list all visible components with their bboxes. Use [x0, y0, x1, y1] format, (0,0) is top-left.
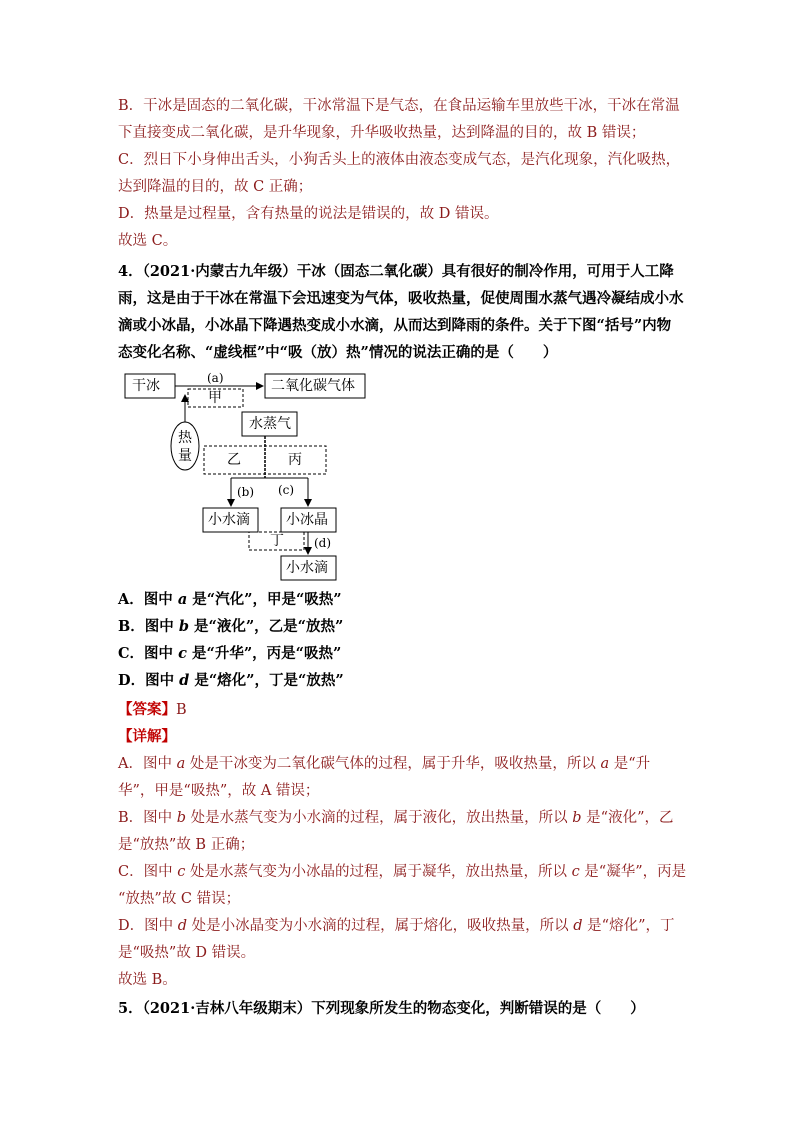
- question-stem: 态变化名称、“虚线框”中“吸（放）热”情况的说法正确的是（ ）: [118, 344, 558, 361]
- solution-line: C．烈日下小身伸出舌头，小狗舌头上的液体由液态变成气态，是汽化现象，汽化吸热，: [118, 152, 681, 168]
- question-stem: 4．（2021·内蒙古九年级）干冰（固态二氧化碳）具有很好的制冷作用，可用于人工降: [118, 263, 674, 280]
- heat-label-char: 量: [178, 448, 192, 464]
- explanation-line: D．图中 d 处是小冰晶变为小水滴的过程，属于熔化，吸收热量，所以 d 是“熔化”，丁: [118, 918, 675, 934]
- explanation-line: B．图中 b 处是水蒸气变为小水滴的过程，属于液化，放出热量，所以 b 是“液化”，乙: [118, 810, 674, 826]
- arrow-label-a: (a): [207, 371, 224, 385]
- explanation-line: 是“吸热”故 D 错误。: [118, 945, 256, 961]
- explanation-line: C．图中 c 处是水蒸气变为小冰晶的过程，属于凝华，放出热量，所以 c 是“凝华”，丙是: [118, 864, 687, 880]
- solution-line: B．干冰是固态的二氧化碳，干冰常温下是气态，在食品运输车里放些干冰，干冰在常温: [118, 98, 680, 114]
- option-a: A．图中 a 是“汽化”，甲是“吸热”: [118, 591, 342, 608]
- co2-gas-label: 二氧化碳气体: [271, 378, 355, 394]
- droplet-label: 小水滴: [286, 560, 328, 576]
- crystal-label: 小冰晶: [286, 512, 328, 528]
- arrow-label-c: (c): [278, 483, 295, 497]
- dashed-box-bing-label: 丙: [288, 452, 302, 468]
- diagram-lines: [118, 368, 378, 582]
- option-d: D．图中 d 是“熔化”，丁是“放热”: [118, 672, 344, 689]
- arrow-label-b: (b): [237, 485, 255, 499]
- question-stem: 雨，这是由于干冰在常温下会迅速变为气体，吸收热量，促使周围水蒸气遇冷凝结成小水: [118, 290, 684, 307]
- solution-line: 下直接变成二氧化碳，是升华现象，升华吸收热量，达到降温的目的，故 B 错误；: [118, 125, 646, 141]
- dashed-box-ding-label: 丁: [270, 533, 284, 549]
- detail-heading: 【详解】: [118, 728, 176, 745]
- droplet-label: 小水滴: [208, 512, 250, 528]
- option-c: C．图中 c 是“升华”，丙是“吸热”: [118, 645, 342, 662]
- dry-ice-label: 干冰: [132, 378, 160, 394]
- answer-line: 【答案】B: [118, 701, 187, 718]
- explanation-conclusion: 故选 B。: [118, 972, 177, 988]
- question-stem: 滴或小冰晶，小冰晶下降遇热变成小水滴，从而达到降雨的条件。关于下图“括号”内物: [118, 317, 672, 334]
- explanation-line: 是“放热”故 B 正确；: [118, 837, 255, 853]
- explanation-line: “放热”故 C 错误；: [118, 891, 241, 907]
- solution-conclusion: 故选 C。: [118, 233, 178, 249]
- heat-label-char: 热: [178, 430, 192, 446]
- dashed-box-jia-label: 甲: [208, 390, 222, 406]
- state-change-diagram: [118, 368, 378, 582]
- explanation-line: 华”，甲是“吸热”，故 A 错误；: [118, 783, 320, 799]
- dashed-box-yi-label: 乙: [227, 452, 241, 468]
- option-b: B．图中 b 是“液化”，乙是“放热”: [118, 618, 344, 635]
- explanation-line: A．图中 a 处是干冰变为二氧化碳气体的过程，属于升华，吸收热量，所以 a 是“升: [118, 756, 651, 772]
- arrow-label-d: (d): [314, 536, 332, 550]
- vapor-label: 水蒸气: [249, 416, 291, 432]
- solution-line: D．热量是过程量，含有热量的说法是错误的，故 D 错误。: [118, 206, 499, 222]
- question-stem: 5．（2021·吉林八年级期末）下列现象所发生的物态变化，判断错误的是（ ）: [118, 1000, 645, 1017]
- solution-line: 达到降温的目的，故 C 正确；: [118, 179, 313, 195]
